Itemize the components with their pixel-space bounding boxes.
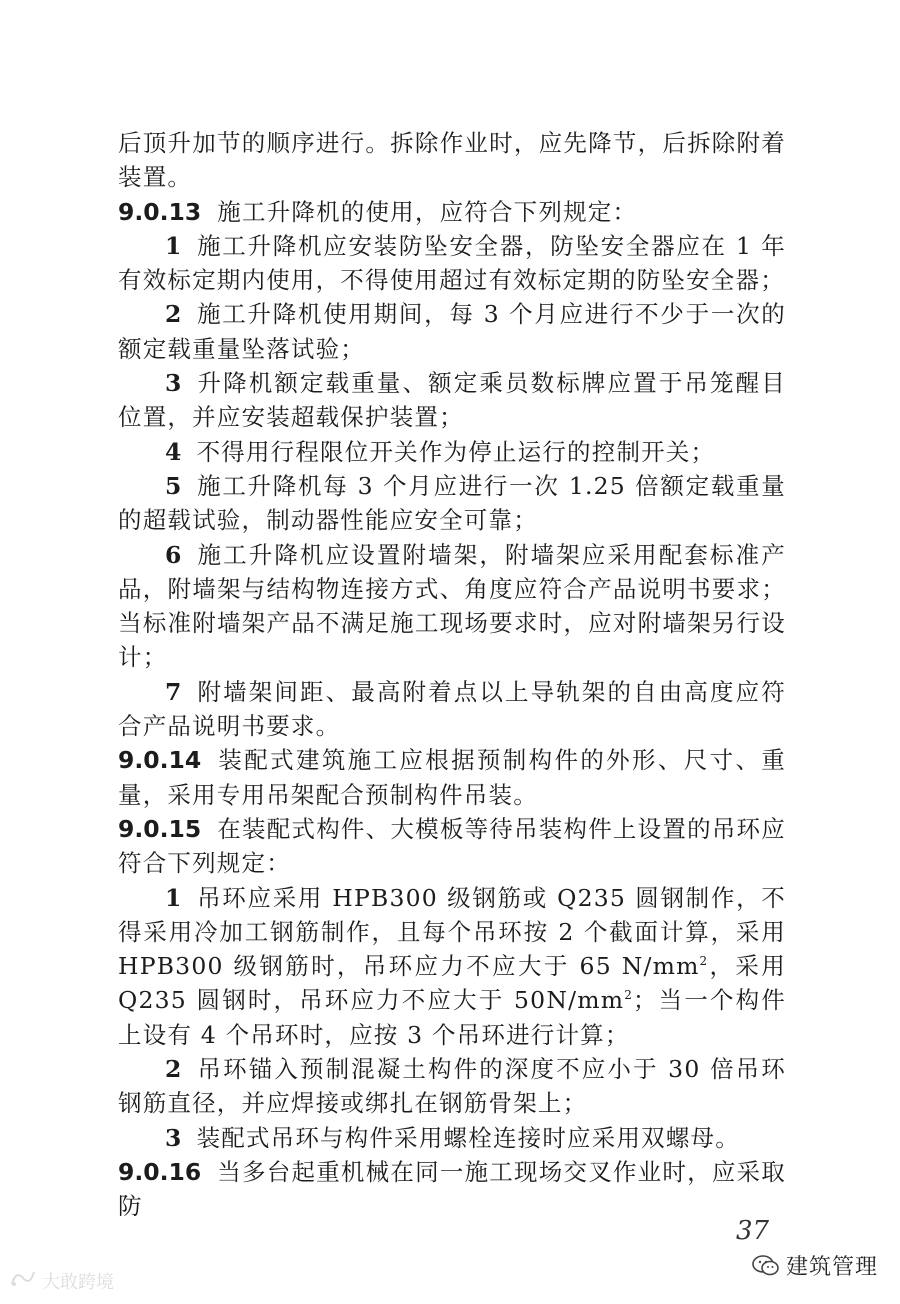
logo-icon [8,1268,38,1294]
item-number: 1 [165,231,183,260]
item-number: 2 [165,300,183,329]
clause-number: 9.0.14 [118,746,202,775]
clause-9-0-14 [118,743,786,812]
item-number: 6 [165,540,183,569]
item-number: 3 [165,369,183,398]
watermark-left [8,1268,114,1294]
watermark-text: 建筑管理 [786,1255,879,1280]
item-text: 装配式吊环与构件采用螺栓连接时应采用双螺母。 [196,1123,740,1152]
list-item [118,229,786,298]
item-text: 附墙架间距、最高附着点以上导轨架的自由高度应符合产品说明书要求。 [118,677,786,741]
item-number: 5 [165,471,183,500]
item-text: 施工升降机应安装防坠安全器，防坠安全器应在 1 年有效标定期内使用，不得使用超过有效标定期的防坠安全器； [118,231,786,295]
clause-text: 装配式建筑施工应根据预制构件的外形、尺寸、重量，采用专用吊架配合预制构件吊装。 [118,746,786,809]
item-number: 3 [165,1123,183,1152]
watermark-right [752,1250,878,1281]
wechat-icon [752,1255,780,1277]
clause-text: 在装配式构件、大模板等待吊装构件上设置的吊环应符合下列规定： [118,814,786,878]
page-content [118,126,786,1224]
paragraph-continuation: 后顶升加节的顺序进行。拆除作业时，应先降节，后拆除附着装置。 [118,129,786,192]
item-text: 吊环锚入预制混凝土构件的深度不应小于 30 倍吊环钢筋直径，并应焊接或绑扎在钢筋骨架上； [118,1055,786,1118]
item-text: 不得用行程限位开关作为停止运行的控制开关； [196,437,716,466]
clause-9-0-16 [118,1155,786,1224]
clause-text: 当多台起重机械在同一施工现场交叉作业时，应采取防 [118,1157,786,1221]
list-item [118,1121,786,1155]
clause-number: 9.0.13 [118,197,202,226]
list-item [118,366,786,435]
item-number: 7 [165,677,183,706]
item-text: 升降机额定载重量、额定乘员数标牌应置于吊笼醒目位置，并应安装超载保护装置； [118,369,786,432]
clause-number: 9.0.16 [118,1157,202,1186]
list-item [118,297,786,366]
item-number: 4 [165,437,183,466]
page-number: 37 [736,1216,770,1246]
superscript: 2 [624,988,634,1003]
item-text: 施工升降机应设置附墙架，附墙架应采用配套标准产品，附墙架与结构物连接方式、角度应符合产品说明书要求；当标准附墙架产品不满足施工现场要求时，应对附墙架另行设计； [118,540,786,672]
item-text: ；当一个构件上设有 4 个吊环时，应按 3 个吊环进行计算； [118,986,787,1049]
clause-9-0-15 [118,812,786,881]
item-text: 施工升降机每 3 个月应进行一次 1.25 倍额定载重量的超载试验，制动器性能应安全可靠； [118,471,786,535]
item-number: 1 [165,883,183,912]
list-item [118,881,786,1052]
clause-text: 施工升降机的使用，应符合下列规定： [217,197,638,226]
item-text: ，采用 Q235 圆钢时，吊环应力不应大于 50N/mm [118,952,786,1015]
list-item [118,435,786,469]
watermark-text: 大敢跨境 [42,1272,114,1293]
clause-9-0-13 [118,195,786,229]
list-item [118,469,786,538]
superscript: 2 [699,954,709,969]
list-item [118,675,786,744]
list-item [118,538,786,675]
clause-number: 9.0.15 [118,814,202,843]
item-text: 吊环应采用 HPB300 级钢筋或 Q235 圆钢制作，不得采用冷加工钢筋制作，且每个吊环按 2 个截面计算，采用 HPB300 级钢筋时，吊环应力不应大于 65 N/mm [118,883,786,981]
list-item [118,1052,786,1121]
item-text: 施工升降机使用期间，每 3 个月应进行不少于一次的额定载重量坠落试验； [118,300,786,363]
item-number: 2 [165,1055,183,1084]
